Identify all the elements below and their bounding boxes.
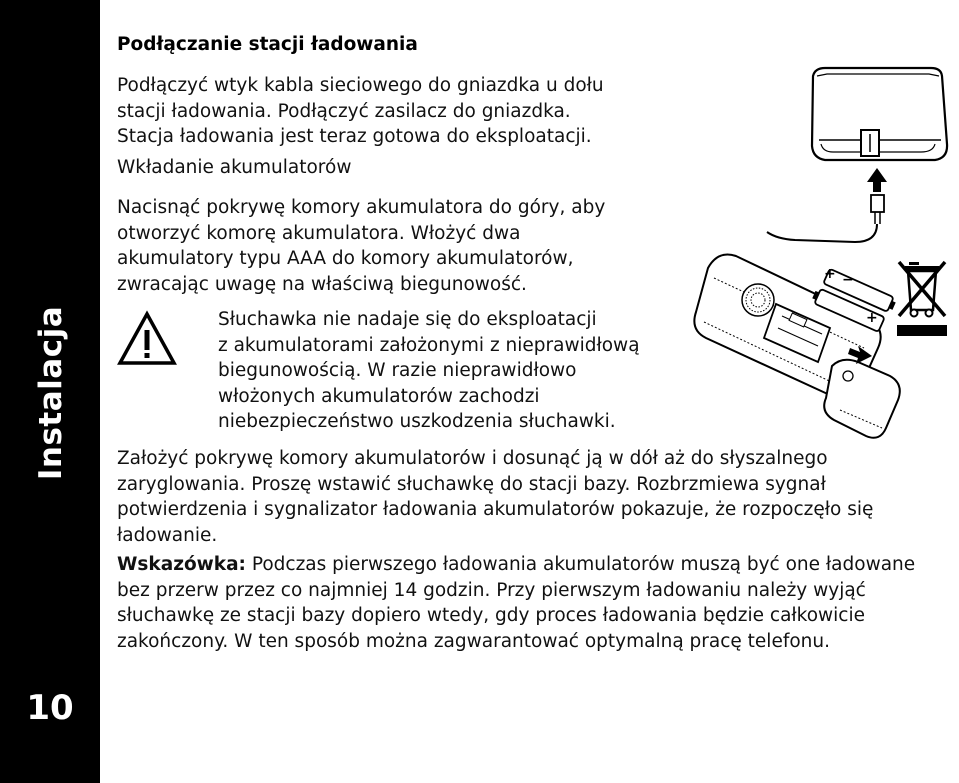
text-line: Stacja ładowania jest teraz gotowa do eksploatacji. xyxy=(117,126,592,147)
text-line: ładowanie. xyxy=(117,524,218,546)
text-line: Podłączyć wtyk kabla sieciowego do gniazdka u dołu xyxy=(117,75,604,96)
warning-icon xyxy=(117,310,177,366)
text-line: otworzyć komorę akumulatora. Włożyć dwa xyxy=(117,222,521,244)
text-line: bez przerw przez co najmniej 14 godzin. Przy pierwszym ładowaniu należy wyjąć xyxy=(117,579,866,601)
text-line: akumulatory typu AAA do komory akumulatorów, xyxy=(117,248,574,269)
text-line: słuchawkę ze stacji bazy dopiero wtedy, gdy proces ładowania będzie całkowicie xyxy=(117,605,865,626)
sidebar xyxy=(0,0,100,783)
handset-battery-illustration xyxy=(690,238,910,443)
section-label-text: Instalacja xyxy=(33,305,70,481)
text-line: zaryglowania. Proszę wstawić słuchawkę do stacji bazy. Rozbrzmiewa sygnał xyxy=(117,473,826,495)
battery-plus-label: + xyxy=(824,266,836,282)
paragraph-charging-station xyxy=(117,73,604,150)
hint-label: Wskazówka: xyxy=(117,554,246,575)
text-line: potwierdzenia i sygnalizator ładowania akumulatorów pokazuje, że rozpoczęło się xyxy=(117,499,874,520)
heading-inserting-batteries: Wkładanie akumulatorów xyxy=(117,157,352,178)
warning-text xyxy=(218,307,640,435)
text-line: włożonych akumulatorów zachodzi xyxy=(218,385,540,407)
heading-charging-station: Podłączanie stacji ładowania xyxy=(117,34,418,55)
battery-plus-label: + xyxy=(866,310,878,326)
hint-paragraph xyxy=(117,552,915,654)
text-line: Słuchawka nie nadaje się do eksploatacji xyxy=(218,309,597,330)
text-line: zwracając uwagę na właściwą biegunowość. xyxy=(117,273,527,295)
battery-minus-label: − xyxy=(842,272,854,288)
text-line: Założyć pokrywę komory akumulatorów i dosunąć ją w dół aż do słyszalnego xyxy=(117,448,828,469)
paragraph-inserting-batteries xyxy=(117,195,605,297)
paragraph-insert-cover xyxy=(117,446,873,548)
hint-first-line xyxy=(117,552,915,578)
text-line: niebezpieczeństwo uszkodzenia słuchawki. xyxy=(218,411,616,432)
weee-bin-icon xyxy=(893,258,951,340)
page-number: 10 xyxy=(26,688,74,728)
text-line: Nacisnąć pokrywę komory akumulatora do góry, aby xyxy=(117,197,606,218)
text-line: z akumulatorami założonymi z nieprawidłową xyxy=(218,334,640,356)
hint-text: Podczas pierwszego ładowania akumulatorów muszą być one ładowane xyxy=(245,554,916,575)
text-line: zakończony. W ten sposób można zagwarantować optymalną pracę telefonu. xyxy=(117,630,830,652)
text-line: stacji ładowania. Podłączyć zasilacz do gniazdka. xyxy=(117,100,571,122)
text-line: biegunowością. W razie nieprawidłowo xyxy=(218,360,577,381)
section-label xyxy=(28,305,74,481)
charging-station-illustration xyxy=(755,62,955,257)
